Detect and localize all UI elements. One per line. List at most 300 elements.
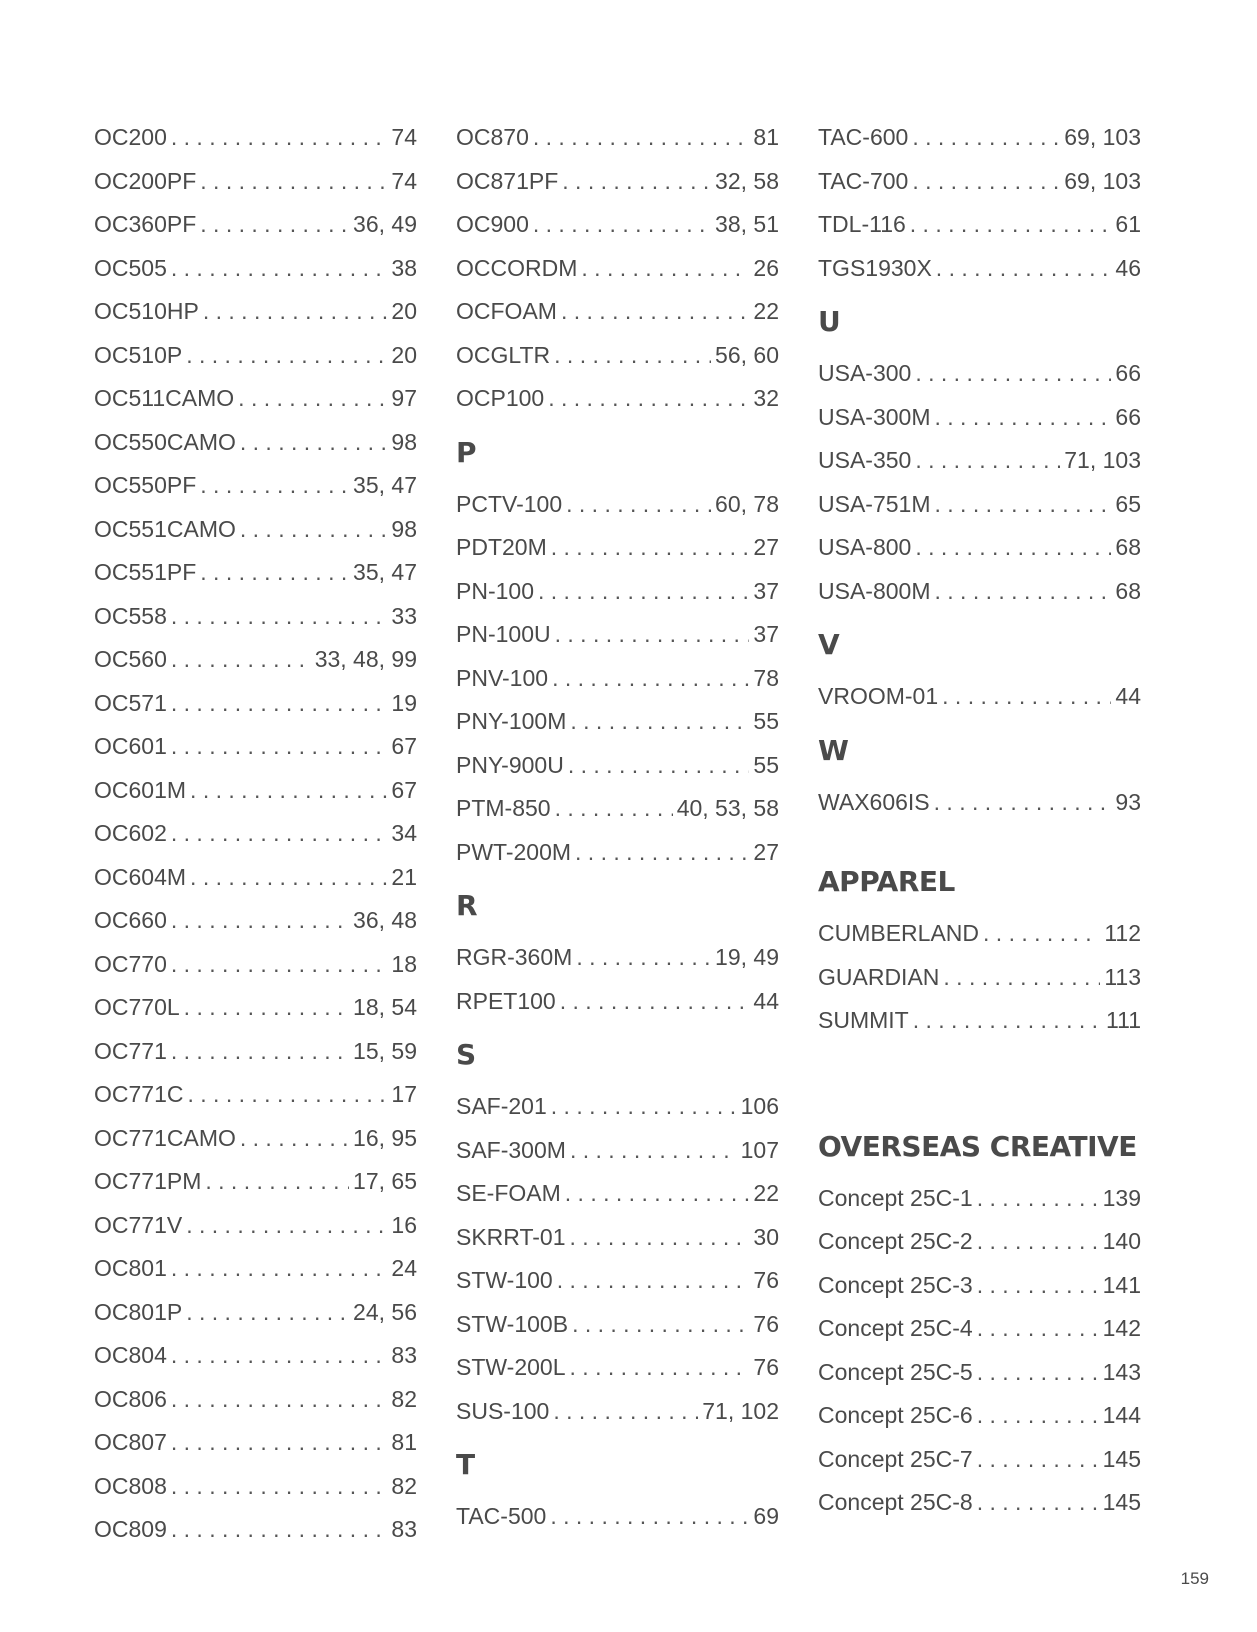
index-entry — [456, 1129, 779, 1173]
entry-name: OC601M — [94, 776, 187, 803]
index-entry — [456, 787, 779, 831]
dot-leader — [171, 116, 388, 160]
dot-leader — [568, 744, 750, 788]
entry-name: USA-300M — [818, 403, 931, 430]
entry-pages: 33, 48, 99 — [314, 646, 417, 672]
index-entry — [818, 781, 1141, 825]
entry-name: OC801 — [94, 1255, 167, 1281]
entry-pages: 78 — [753, 664, 779, 691]
entry-pages: 44 — [1115, 683, 1141, 709]
entry-name: Concept 25C-5 — [818, 1358, 973, 1385]
entry-name: TAC-700 — [818, 167, 909, 194]
entry-pages: 83 — [391, 1342, 417, 1368]
entry-name: PNY-900U — [456, 751, 564, 778]
dot-leader — [915, 526, 1111, 570]
index-entry — [818, 160, 1141, 204]
entry-name: PN-100U — [456, 621, 551, 647]
dot-leader — [200, 160, 387, 204]
dot-leader — [915, 352, 1111, 396]
entry-name: OCCORDM — [456, 254, 578, 281]
dot-leader — [240, 1117, 349, 1161]
letter-heading: U — [818, 305, 841, 338]
entry-name: PN-100 — [456, 577, 534, 604]
entry-pages: 112 — [1104, 920, 1141, 946]
dot-leader — [977, 1177, 1099, 1221]
entry-name: Concept 25C-1 — [818, 1184, 973, 1211]
index-entry — [94, 551, 417, 595]
dot-leader — [187, 1073, 387, 1117]
index-entry — [456, 1346, 779, 1390]
entry-pages: 32, 58 — [715, 167, 779, 194]
entry-pages: 65 — [1115, 490, 1141, 517]
dot-leader — [977, 1481, 1099, 1525]
dot-leader — [570, 700, 749, 744]
index-entry — [456, 290, 779, 334]
entry-pages: 60, 78 — [715, 490, 779, 517]
entry-name: OC660 — [94, 907, 167, 933]
entry-name: OCGLTR — [456, 341, 551, 368]
entry-name: OC771CAMO — [94, 1124, 236, 1151]
entry-name: OC771 — [94, 1037, 167, 1064]
index-entry — [94, 1421, 417, 1465]
entry-name: Concept 25C-6 — [818, 1402, 973, 1428]
entry-name: TDL-116 — [818, 211, 906, 237]
entry-name: OC770 — [94, 950, 167, 977]
index-entry — [818, 439, 1141, 483]
dot-leader — [554, 334, 711, 378]
dot-leader — [550, 1495, 749, 1539]
index-entry — [456, 570, 779, 614]
entry-name: OC770L — [94, 994, 180, 1020]
entry-name: OCFOAM — [456, 298, 557, 324]
letter-heading: S — [456, 1038, 477, 1071]
entry-name: OC510HP — [94, 298, 199, 324]
index-entry — [818, 483, 1141, 527]
entry-pages: 36, 49 — [353, 211, 417, 237]
dot-leader — [171, 1378, 388, 1422]
index-entry — [456, 203, 779, 247]
dot-leader — [171, 1334, 388, 1378]
entry-name: OC604M — [94, 863, 187, 890]
index-entry — [94, 595, 417, 639]
index-entry — [456, 483, 779, 527]
entry-pages: 20 — [391, 341, 417, 368]
index-entry — [94, 856, 417, 900]
index-column-1 — [94, 116, 417, 1552]
entry-name: OC505 — [94, 254, 167, 281]
index-entry — [456, 334, 779, 378]
entry-pages: 93 — [1115, 788, 1141, 815]
index-entry — [818, 1220, 1141, 1264]
index-entry — [94, 116, 417, 160]
entry-pages: 71, 103 — [1064, 447, 1141, 473]
entry-name: OC806 — [94, 1385, 167, 1412]
dot-leader — [171, 247, 388, 291]
entry-pages: 55 — [753, 751, 779, 778]
entry-name: OC550PF — [94, 472, 197, 498]
entry-pages: 40, 53, 58 — [676, 795, 779, 821]
dot-leader — [977, 1307, 1099, 1351]
entry-name: TAC-500 — [456, 1503, 547, 1529]
dot-leader — [977, 1351, 1099, 1395]
dot-leader — [581, 247, 749, 291]
dot-leader — [205, 1160, 349, 1204]
dot-leader — [171, 638, 311, 682]
entry-pages: 142 — [1102, 1315, 1141, 1341]
dot-leader — [934, 781, 1112, 825]
entry-pages: 24, 56 — [353, 1298, 417, 1325]
entry-pages: 20 — [391, 298, 417, 324]
dot-leader — [200, 551, 349, 595]
index-entry — [456, 831, 779, 875]
entry-pages: 144 — [1102, 1402, 1141, 1428]
entry-name: OC807 — [94, 1429, 167, 1455]
entry-name: TAC-600 — [818, 124, 909, 150]
entry-pages: 61 — [1115, 211, 1141, 237]
entry-name: OC360PF — [94, 211, 197, 237]
entry-pages: 145 — [1102, 1445, 1141, 1472]
entry-name: OC771C — [94, 1081, 184, 1107]
entry-pages: 107 — [740, 1136, 779, 1163]
index-entry — [818, 1438, 1141, 1482]
entry-name: USA-751M — [818, 490, 931, 517]
index-entry — [456, 1495, 779, 1539]
dot-leader — [570, 1216, 750, 1260]
index-entry — [456, 377, 779, 421]
letter-heading: W — [818, 733, 849, 767]
index-entry — [94, 943, 417, 987]
dot-leader — [910, 203, 1112, 247]
index-entry — [818, 1481, 1141, 1525]
dot-leader — [533, 203, 711, 247]
entry-name: OC602 — [94, 820, 167, 846]
dot-leader — [533, 116, 750, 160]
entry-pages: 55 — [753, 708, 779, 734]
entry-pages: 17 — [391, 1081, 417, 1107]
index-entry — [818, 912, 1141, 956]
dot-leader — [912, 116, 1060, 160]
dot-leader — [200, 464, 349, 508]
index-entry — [818, 1394, 1141, 1438]
index-entry — [456, 700, 779, 744]
entry-pages: 36, 48 — [353, 907, 417, 933]
index-entry — [456, 116, 779, 160]
index-column-3 — [818, 116, 1141, 1525]
dot-leader — [566, 483, 711, 527]
dot-leader — [171, 943, 388, 987]
entry-pages: 82 — [391, 1385, 417, 1412]
index-entry — [94, 812, 417, 856]
entry-pages: 38 — [391, 254, 417, 281]
dot-leader — [186, 1204, 387, 1248]
entry-pages: 46 — [1115, 254, 1141, 281]
entry-pages: 16, 95 — [353, 1124, 417, 1151]
entry-pages: 66 — [1115, 403, 1141, 430]
dot-leader — [570, 1346, 750, 1390]
entry-name: OC200PF — [94, 167, 197, 194]
entry-pages: 56, 60 — [715, 341, 779, 368]
entry-pages: 67 — [391, 733, 417, 759]
entry-name: USA-800 — [818, 534, 912, 560]
entry-name: WAX606IS — [818, 788, 930, 815]
entry-pages: 17, 65 — [353, 1168, 417, 1194]
entry-pages: 68 — [1115, 534, 1141, 560]
dot-leader — [915, 439, 1060, 483]
dot-leader — [186, 1291, 349, 1335]
dot-leader — [913, 999, 1102, 1043]
entry-pages: 18 — [391, 950, 417, 977]
dot-leader — [186, 334, 387, 378]
index-entry — [456, 936, 779, 980]
entry-name: OC871PF — [456, 167, 559, 194]
entry-pages: 98 — [391, 515, 417, 542]
dot-leader — [576, 936, 711, 980]
dot-leader — [171, 1465, 388, 1509]
entry-name: VROOM-01 — [818, 683, 939, 709]
index-entry — [94, 1465, 417, 1509]
dot-leader — [934, 483, 1111, 527]
index-entry — [818, 247, 1141, 291]
index-entry — [94, 508, 417, 552]
index-entry — [456, 1216, 779, 1260]
entry-pages: 18, 54 — [353, 994, 417, 1020]
dot-leader — [538, 570, 749, 614]
dot-leader — [190, 856, 387, 900]
dot-leader — [551, 1085, 737, 1129]
index-entry — [94, 290, 417, 334]
entry-pages: 19, 49 — [715, 944, 779, 970]
entry-name: OCP100 — [456, 385, 545, 411]
dot-leader — [977, 1264, 1099, 1308]
entry-name: RPET100 — [456, 987, 556, 1014]
index-entry — [818, 570, 1141, 614]
letter-heading: P — [456, 435, 477, 469]
entry-pages: 69, 103 — [1064, 124, 1141, 150]
entry-pages: 76 — [753, 1310, 779, 1337]
entry-name: OC601 — [94, 733, 167, 759]
entry-pages: 24 — [391, 1255, 417, 1281]
section-heading: APPAREL — [818, 865, 955, 898]
index-entry — [818, 1177, 1141, 1221]
entry-name: USA-300 — [818, 360, 912, 386]
entry-name: SKRRT-01 — [456, 1223, 566, 1250]
index-entry — [818, 203, 1141, 247]
entry-pages: 35, 47 — [353, 472, 417, 498]
entry-name: OC808 — [94, 1472, 167, 1499]
dot-leader — [171, 899, 349, 943]
index-entry — [818, 1264, 1141, 1308]
dot-leader — [240, 421, 388, 465]
entry-pages: 81 — [753, 124, 779, 150]
dot-leader — [977, 1220, 1099, 1264]
entry-pages: 111 — [1106, 1007, 1141, 1033]
entry-pages: 37 — [753, 577, 779, 604]
entry-name: STW-200L — [456, 1354, 566, 1380]
dot-leader — [557, 1259, 750, 1303]
index-entry — [818, 1307, 1141, 1351]
dot-leader — [552, 657, 749, 701]
entry-pages: 38, 51 — [715, 211, 779, 237]
dot-leader — [560, 980, 750, 1024]
entry-pages: 22 — [753, 1180, 779, 1206]
index-entry — [94, 247, 417, 291]
entry-name: OC200 — [94, 124, 167, 150]
index-entry — [456, 1303, 779, 1347]
entry-name: PCTV-100 — [456, 490, 563, 517]
dot-leader — [555, 613, 750, 657]
index-entry — [94, 1073, 417, 1117]
entry-pages: 44 — [753, 987, 779, 1014]
dot-leader — [171, 1421, 388, 1465]
index-entry — [818, 352, 1141, 396]
entry-name: RGR-360M — [456, 944, 573, 970]
index-entry — [456, 613, 779, 657]
dot-leader — [936, 247, 1112, 291]
dot-leader — [171, 682, 388, 726]
entry-name: SUS-100 — [456, 1397, 550, 1424]
entry-name: Concept 25C-2 — [818, 1228, 973, 1254]
entry-pages: 74 — [391, 124, 417, 150]
index-entry — [94, 725, 417, 769]
index-entry — [94, 986, 417, 1030]
index-entry — [818, 526, 1141, 570]
dot-leader — [934, 570, 1111, 614]
dot-leader — [551, 526, 750, 570]
dot-leader — [171, 725, 388, 769]
entry-name: OC809 — [94, 1516, 167, 1542]
dot-leader — [570, 1129, 737, 1173]
index-entry — [456, 744, 779, 788]
entry-pages: 74 — [391, 167, 417, 194]
index-entry — [818, 999, 1141, 1043]
index-entry — [94, 160, 417, 204]
entry-name: STW-100 — [456, 1267, 553, 1293]
index-entry — [456, 160, 779, 204]
entry-pages: 30 — [753, 1223, 779, 1250]
section-spacer — [818, 824, 1141, 852]
section-heading: OVERSEAS CREATIVE — [818, 1129, 1137, 1163]
entry-pages: 145 — [1102, 1489, 1141, 1515]
entry-pages: 69, 103 — [1064, 167, 1141, 194]
entry-name: OC510P — [94, 341, 183, 368]
section-spacer — [818, 1043, 1141, 1117]
entry-pages: 19 — [391, 689, 417, 716]
dot-leader — [942, 675, 1111, 719]
entry-name: Concept 25C-7 — [818, 1445, 973, 1472]
entry-name: PNV-100 — [456, 664, 549, 691]
dot-leader — [171, 1247, 388, 1291]
index-entry — [94, 1334, 417, 1378]
entry-pages: 27 — [753, 838, 779, 865]
index-entry — [94, 1160, 417, 1204]
index-entry — [94, 421, 417, 465]
index-entry — [94, 334, 417, 378]
entry-name: PDT20M — [456, 534, 547, 560]
entry-pages: 21 — [391, 863, 417, 890]
entry-name: OC558 — [94, 602, 167, 629]
entry-pages: 113 — [1104, 963, 1141, 990]
entry-name: SUMMIT — [818, 1007, 909, 1033]
dot-leader — [572, 1303, 749, 1347]
index-entry — [94, 1247, 417, 1291]
index-entry — [94, 1508, 417, 1552]
entry-name: TGS1930X — [818, 254, 932, 281]
entry-name: GUARDIAN — [818, 963, 940, 990]
dot-leader — [553, 1390, 698, 1434]
entry-pages: 67 — [391, 776, 417, 803]
dot-leader — [977, 1438, 1099, 1482]
entry-pages: 71, 102 — [702, 1397, 779, 1424]
index-entry — [456, 1085, 779, 1129]
index-entry — [456, 980, 779, 1024]
dot-leader — [983, 912, 1100, 956]
index-entry — [456, 657, 779, 701]
entry-pages: 98 — [391, 428, 417, 455]
entry-pages: 83 — [391, 1516, 417, 1542]
entry-name: USA-350 — [818, 447, 912, 473]
entry-name: SAF-201 — [456, 1093, 547, 1119]
index-entry — [94, 377, 417, 421]
entry-name: Concept 25C-8 — [818, 1489, 973, 1515]
entry-pages: 22 — [753, 298, 779, 324]
index-entry — [456, 247, 779, 291]
entry-name: OC801P — [94, 1298, 183, 1325]
index-entry — [94, 1378, 417, 1422]
index-column-2 — [456, 116, 779, 1539]
entry-pages: 16 — [391, 1211, 417, 1238]
dot-leader — [934, 396, 1111, 440]
dot-leader — [238, 377, 387, 421]
entry-name: OC511CAMO — [94, 385, 235, 411]
dot-leader — [575, 831, 749, 875]
entry-name: OC571 — [94, 689, 167, 716]
dot-leader — [562, 160, 711, 204]
entry-pages: 140 — [1102, 1228, 1141, 1254]
entry-pages: 106 — [740, 1093, 779, 1119]
entry-pages: 33 — [391, 602, 417, 629]
entry-pages: 66 — [1115, 360, 1141, 386]
index-entry — [456, 1259, 779, 1303]
index-entry — [94, 1291, 417, 1335]
entry-pages: 37 — [753, 621, 779, 647]
dot-leader — [203, 290, 388, 334]
entry-name: OC551CAMO — [94, 515, 236, 542]
entry-name: USA-800M — [818, 577, 931, 604]
index-entry — [94, 203, 417, 247]
dot-leader — [977, 1394, 1099, 1438]
index-entry — [94, 464, 417, 508]
entry-name: OC550CAMO — [94, 428, 236, 455]
entry-pages: 97 — [391, 385, 417, 411]
dot-leader — [240, 508, 388, 552]
entry-pages: 141 — [1102, 1271, 1141, 1298]
index-entry — [818, 1351, 1141, 1395]
dot-leader — [565, 1172, 750, 1216]
index-entry — [456, 1390, 779, 1434]
entry-pages: 26 — [753, 254, 779, 281]
page-number: 159 — [1180, 1569, 1209, 1588]
entry-pages: 76 — [753, 1354, 779, 1380]
index-entry — [94, 1030, 417, 1074]
index-entry — [818, 675, 1141, 719]
entry-name: PWT-200M — [456, 838, 572, 865]
letter-heading: T — [456, 1448, 476, 1481]
entry-pages: 35, 47 — [353, 559, 417, 585]
entry-name: OC870 — [456, 124, 529, 150]
index-entry — [818, 116, 1141, 160]
dot-leader — [171, 595, 388, 639]
index-entry — [94, 638, 417, 682]
